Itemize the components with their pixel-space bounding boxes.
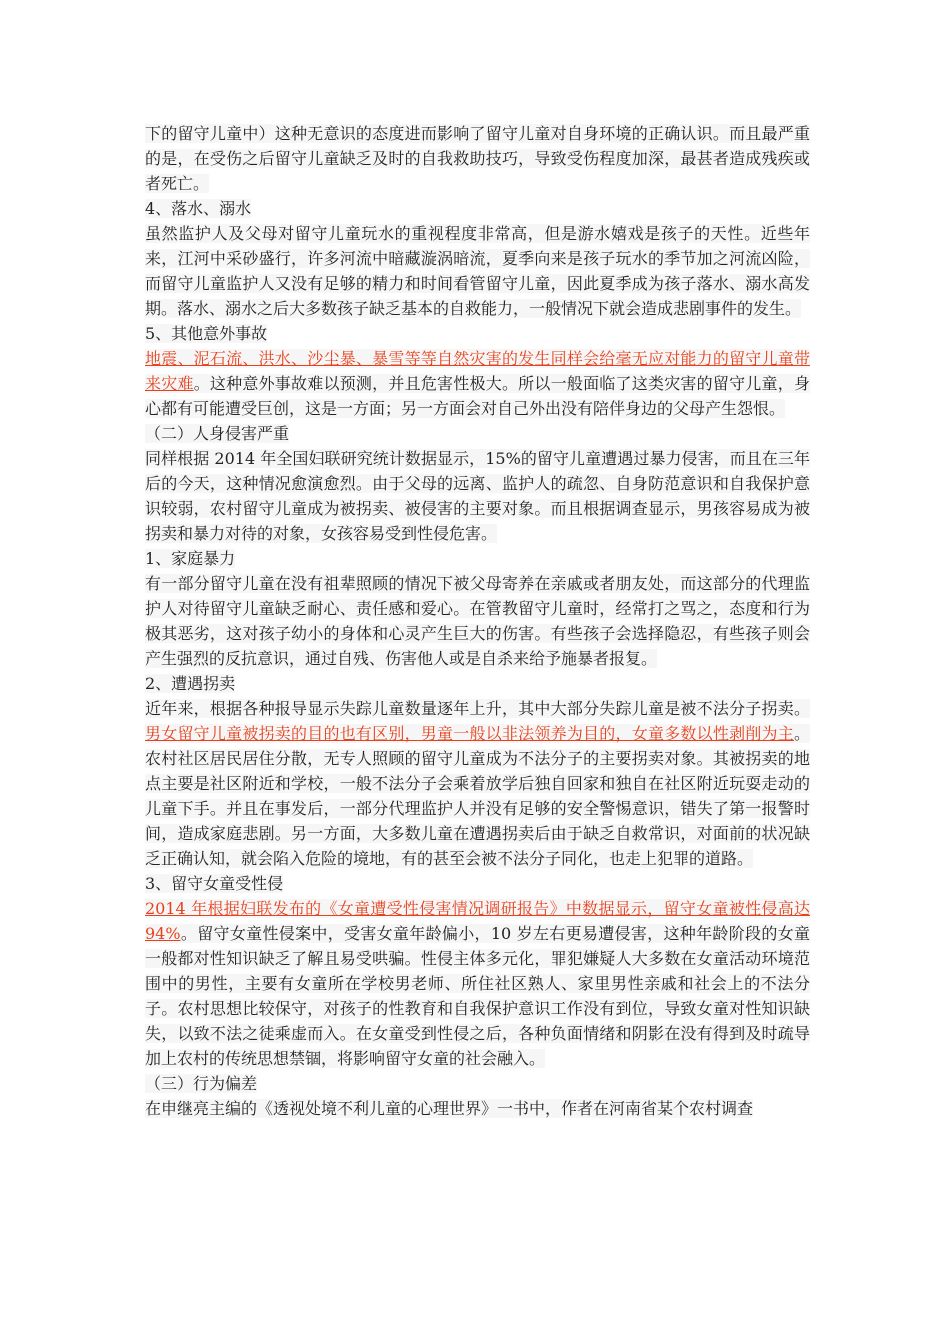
text-segment: 5、其他意外事故	[145, 324, 268, 343]
text-segment: 近年来，根据各种报导显示失踪儿童数量逐年上升，其中大部分失踪儿童是被不法分子拐卖。	[145, 699, 810, 718]
section-heading-h1	[145, 196, 810, 221]
paragraph-p7	[145, 896, 810, 1071]
paragraph-p6	[145, 696, 810, 871]
text-segment: （三）行为偏差	[145, 1074, 258, 1093]
document-body	[145, 121, 810, 1121]
section-heading-h4	[145, 546, 810, 571]
section-heading-h6	[145, 871, 810, 896]
paragraph-p5	[145, 571, 810, 671]
paragraph-p4	[145, 446, 810, 546]
text-segment: 2、遭遇拐卖	[145, 674, 236, 693]
section-heading-h3	[145, 421, 810, 446]
paragraph-p1	[145, 121, 810, 196]
highlighted-text: 地震、泥石流、洪水、沙尘暴、暴雪等等自然灾害的发生同样会给毫无应对能力的留守儿童带来灾难	[145, 349, 810, 393]
text-segment: 虽然监护人及父母对留守儿童玩水的重视程度非常高，但是游水嬉戏是孩子的天性。近些年来，江河中采砂盛行，许多河流中暗藏漩涡暗流，夏季向来是孩子玩水的季节加之河流凶险，而留守儿童监护人又没有足够的精力和时间看管留守儿童，因此夏季成为孩子落水、溺水高发期。落水、溺水之后大多数孩子缺乏基本的自救能力，一般情况下就会造成悲剧事件的发生。	[145, 224, 810, 318]
text-segment: 下的留守儿童中）这种无意识的态度进而影响了留守儿童对自身环境的正确认识。而且最严重的是，在受伤之后留守儿童缺乏及时的自我救助技巧，导致受伤程度加深，最甚者造成残疾或者死亡。	[145, 124, 810, 193]
section-heading-h7	[145, 1071, 810, 1096]
text-segment: （二）人身侵害严重	[145, 424, 290, 443]
section-heading-h5	[145, 671, 810, 696]
text-segment: 同样根据 2014 年全国妇联研究统计数据显示，15%的留守儿童遭遇过暴力侵害，而且在三年后的今天，这种情况愈演愈烈。由于父母的远离、监护人的疏忽、自身防范意识和自我保护意识较弱，农村留守儿童成为被拐卖、被侵害的主要对象。而且根据调查显示，男孩容易成为被拐卖和暴力对待的对象，女孩容易受到性侵危害。	[145, 449, 810, 543]
highlighted-text: 男女留守儿童被拐卖的目的也有区别，男童一般以非法领养为目的，女童多数以性剥削为主	[145, 724, 794, 743]
paragraph-p2	[145, 221, 810, 321]
text-segment: 在申继亮主编的《透视处境不利儿童的心理世界》一书中，作者在河南省某个农村调查	[145, 1099, 754, 1118]
text-segment: 。农村社区居民居住分散，无专人照顾的留守儿童成为不法分子的主要拐卖对象。其被拐卖的地点主要是社区附近和学校，一般不法分子会乘着放学后独自回家和独自在社区附近玩耍走动的儿童下手。并且在事发后，一部分代理监护人并没有足够的安全警惕意识，错失了第一报警时间，造成家庭悲剧。另一方面，大多数儿童在遭遇拐卖后由于缺乏自救常识，对面前的状况缺乏正确认知，就会陷入危险的境地，有的甚至会被不法分子同化，也走上犯罪的道路。	[145, 724, 810, 868]
text-segment: 3、留守女童受性侵	[145, 874, 284, 893]
text-segment: 4、落水、溺水	[145, 199, 252, 218]
text-segment: 。这种意外事故难以预测，并且危害性极大。所以一般面临了这类灾害的留守儿童，身心都有可能遭受巨创，这是一方面；另一方面会对自己外出没有陪伴身边的父母产生怨恨。	[145, 374, 810, 418]
paragraph-p8	[145, 1096, 810, 1121]
highlighted-text: 2014 年根据妇联发布的《女童遭受性侵害情况调研报告》中数据显示，留守女童被性侵高达 94%	[145, 899, 810, 943]
text-segment: 1、家庭暴力	[145, 549, 236, 568]
text-segment: 有一部分留守儿童在没有祖辈照顾的情况下被父母寄养在亲戚或者朋友处，而这部分的代理监护人对待留守儿童缺乏耐心、责任感和爱心。在管教留守儿童时，经常打之骂之，态度和行为极其恶劣，这对孩子幼小的身体和心灵产生巨大的伤害。有些孩子会选择隐忍，有些孩子则会产生强烈的反抗意识，通过自残、伤害他人或是自杀来给予施暴者报复。	[145, 574, 810, 668]
paragraph-p3	[145, 346, 810, 421]
text-segment: 。留守女童性侵案中，受害女童年龄偏小，10 岁左右更易遭侵害，这种年龄阶段的女童一般都对性知识缺乏了解且易受哄骗。性侵主体多元化，罪犯嫌疑人大多数在女童活动环境范围中的男性，主要有女童所在学校男老师、所住社区熟人、家里男性亲戚和社会上的不法分子。农村思想比较保守，对孩子的性教育和自我保护意识工作没有到位，导致女童对性知识缺失，以致不法之徒乘虚而入。在女童受到性侵之后，各种负面情绪和阴影在没有得到及时疏导加上农村的传统思想禁锢，将影响留守女童的社会融入。	[145, 924, 810, 1068]
section-heading-h2	[145, 321, 810, 346]
